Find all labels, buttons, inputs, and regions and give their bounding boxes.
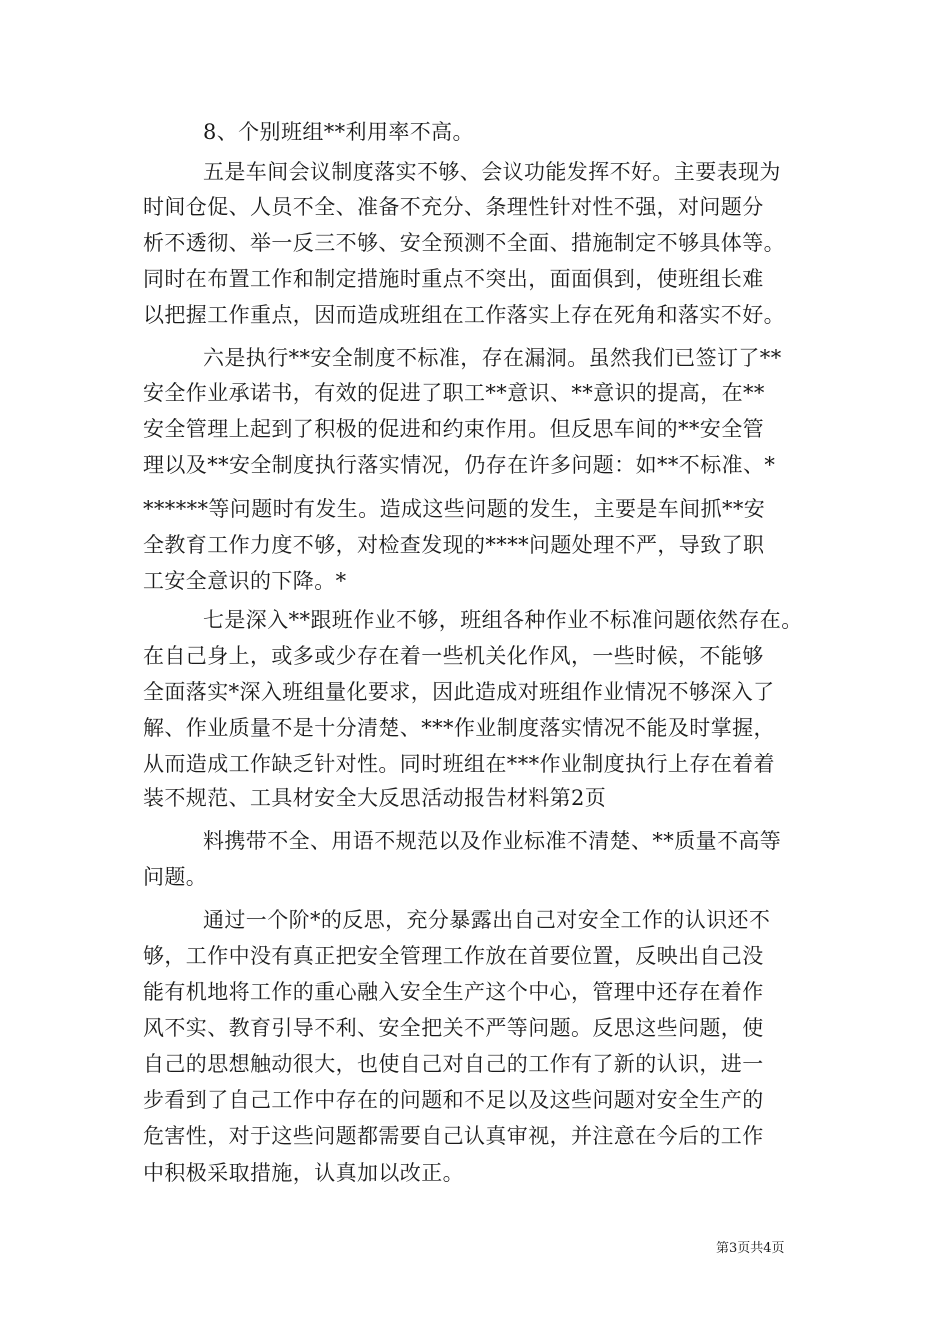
text-line: 全面落实*深入班组量化要求，因此造成对班组作业情况不够深入了 (143, 680, 775, 704)
text-line: 安全作业承诺书，有效的促进了职工**意识、**意识的提高，在** (143, 381, 765, 405)
text-line: 时间仓促、人员不全、准备不充分、条理性针对性不强，对问题分 (143, 195, 764, 219)
text-line: ******等问题时有发生。造成这些问题的发生，主要是车间抓**安 (143, 497, 766, 521)
text-line: 问题。 (143, 865, 208, 889)
text-line: 8、个别班组**利用率不高。 (203, 120, 474, 144)
text-line: 装不规范、工具材安全大反思活动报告材料第2页 (143, 786, 607, 810)
text-line: 理以及**安全制度执行落实情况，仍存在许多问题：如**不标准、* (143, 453, 776, 477)
text-line: 同时在布置工作和制定措施时重点不突出，面面俱到，使班组长难 (143, 267, 764, 291)
text-line: 步看到了自己工作中存在的问题和不足以及这些问题对安全生产的 (143, 1088, 764, 1112)
text-line: 工安全意识的下降。* (143, 569, 347, 593)
text-line: 在自己身上，或多或少存在着一些机关化作风，一些时候，不能够 (143, 644, 764, 668)
text-line: 六是执行**安全制度不标准，存在漏洞。虽然我们已签订了** (203, 346, 782, 370)
text-line: 通过一个阶*的反思，充分暴露出自己对安全工作的认识还不 (203, 908, 771, 932)
text-line: 危害性，对于这些问题都需要自己认真审视，并注意在今后的工作 (143, 1124, 764, 1148)
text-line: 七是深入**跟班作业不够，班组各种作业不标准问题依然存在。 (203, 608, 803, 632)
text-line: 析不透彻、举一反三不够、安全预测不全面、措施制定不够具体等。 (143, 231, 785, 255)
text-line: 风不实、教育引导不利、安全把关不严等问题。反思这些问题，使 (143, 1016, 764, 1040)
text-line: 能有机地将工作的重心融入安全生产这个中心，管理中还存在着作 (143, 980, 764, 1004)
text-line: 解、作业质量不是十分清楚、***作业制度落实情况不能及时掌握， (143, 716, 775, 740)
text-line: 自己的思想触动很大，也使自己对自己的工作有了新的认识，进一 (143, 1052, 764, 1076)
text-line: 从而造成工作缺乏针对性。同时班组在***作业制度执行上存在着着 (143, 752, 775, 776)
text-line: 够，工作中没有真正把安全管理工作放在首要位置，反映出自己没 (143, 944, 764, 968)
text-line: 料携带不全、用语不规范以及作业标准不清楚、**质量不高等 (203, 829, 782, 853)
text-line: 全教育工作力度不够，对检查发现的****问题处理不严，导致了职 (143, 533, 765, 557)
page-number: 第3页共4页 (716, 1241, 785, 1256)
text-line: 中积极采取措施，认真加以改正。 (143, 1161, 464, 1185)
text-line: 五是车间会议制度落实不够、会议功能发挥不好。主要表现为 (203, 160, 781, 184)
text-line: 以把握工作重点，因而造成班组在工作落实上存在死角和落实不好。 (143, 303, 785, 327)
text-line: 安全管理上起到了积极的促进和约束作用。但反思车间的**安全管 (143, 417, 764, 441)
